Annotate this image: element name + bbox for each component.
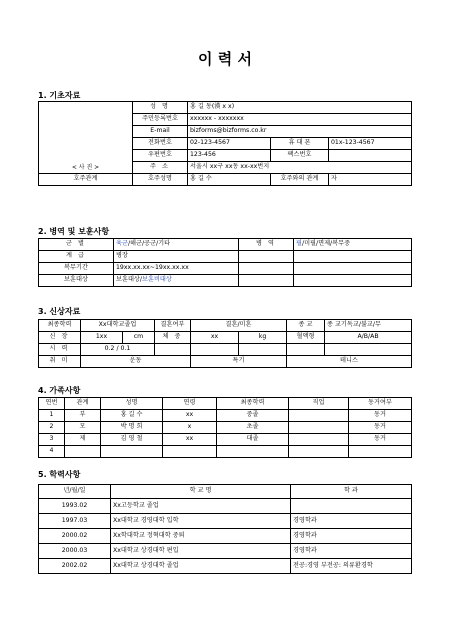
weight-unit: kg [239, 332, 287, 344]
education-cell: 경영학과 [291, 514, 412, 529]
family-cell: 동거 [349, 422, 412, 434]
family-cell [163, 446, 217, 458]
hobby-value: 운동 [81, 356, 191, 368]
section-military-title: 2. 병역 및 보훈사항 [38, 227, 110, 236]
basic-info-table [38, 101, 412, 186]
education-cell: 경영학과 [291, 529, 412, 544]
service-value [294, 239, 412, 251]
education-cell [291, 499, 412, 514]
family-table [38, 397, 412, 458]
education-cell: 2002.02 [39, 559, 111, 574]
education-table [38, 484, 412, 574]
family-header: 성명 [101, 398, 163, 410]
family-cell [101, 446, 163, 458]
education-cell: Xx대학교 상경대학 졸업 [111, 559, 291, 574]
family-cell: 김 영 철 [101, 434, 163, 446]
education-row [39, 544, 412, 559]
education-cell: 2000.03 [39, 544, 111, 559]
veteran-value [114, 275, 239, 287]
skill-label: 특기 [191, 356, 287, 368]
eyesight-value: 0.2 / 0.1 [81, 344, 155, 356]
education-header-row [39, 485, 412, 499]
family-cell: xx [163, 410, 217, 422]
education-row [39, 529, 412, 544]
marital-value: 결혼/미혼 [191, 320, 287, 332]
religion-label: 종 교 [287, 320, 325, 332]
final-edu-value: Xx대학교졸업 [81, 320, 155, 332]
family-cell [217, 446, 289, 458]
veteran-label: 보훈대상 [39, 275, 114, 287]
family-cell: 4 [39, 446, 65, 458]
fax-value [329, 150, 412, 162]
service-options: /미필/면제/복무중 [301, 240, 351, 248]
rank-value: 병장 [114, 251, 239, 263]
family-header: 동거여부 [349, 398, 412, 410]
education-row [39, 514, 412, 529]
height-label: 신 장 [39, 332, 81, 344]
veteran-selected: 보훈비대상 [142, 276, 172, 284]
branch-selected: 육군 [116, 240, 128, 248]
family-cell [289, 446, 349, 458]
address-value: 서울시 xx구 xx동 xx-xx번지 [188, 162, 412, 174]
family-cell: x [163, 422, 217, 434]
mobile-label: 휴 대 폰 [271, 138, 329, 150]
family-row [39, 422, 412, 434]
blood-value: A/B/AB [325, 332, 412, 344]
family-cell: 동거 [349, 434, 412, 446]
rrn-value: xxxxxx - xxxxxxx [188, 114, 412, 126]
fax-label: 팩스번호 [271, 150, 329, 162]
family-cell: 중졸 [217, 410, 289, 422]
education-cell: 2000.02 [39, 529, 111, 544]
family-header: 직업 [289, 398, 349, 410]
education-cell: Xx학대학교 정혁대학 중퇴 [111, 529, 291, 544]
branch-label: 군 별 [39, 239, 114, 251]
name-value: 홍 길 동(漢 x x) [188, 102, 412, 114]
zip-label: 우편번호 [133, 150, 188, 162]
blood-label: 혈액형 [287, 332, 325, 344]
education-cell: 1997.03 [39, 514, 111, 529]
family-cell: 부 [65, 410, 101, 422]
education-row [39, 499, 412, 514]
family-header: 연번 [39, 398, 65, 410]
family-header: 최종학력 [217, 398, 289, 410]
rank-label: 계 급 [39, 251, 114, 263]
weight-value: xx [191, 332, 239, 344]
family-cell: 3 [39, 434, 65, 446]
family-cell: 2 [39, 422, 65, 434]
family-header: 연령 [163, 398, 217, 410]
section-family-title: 4. 가족사항 [38, 386, 81, 395]
email-value: bizforms@bizforms.co.kr [188, 126, 412, 138]
period-value: 19xx.xx.xx~19xx.xx.xx [114, 263, 239, 275]
family-header-row [39, 398, 412, 410]
veteran-option-a: 보훈대상/ [116, 276, 142, 284]
hoju-relation-label: 호주관계 [39, 174, 133, 186]
family-cell: 대졸 [217, 434, 289, 446]
education-header: 년/월/일 [39, 485, 111, 499]
family-cell: 모 [65, 422, 101, 434]
section-physical-title: 3. 신상자료 [38, 307, 81, 316]
family-cell [289, 434, 349, 446]
photo-label: < 사 진 > [71, 164, 100, 171]
family-cell: 박 명 희 [101, 422, 163, 434]
education-cell: 경영학과 [291, 544, 412, 559]
weight-label: 체 중 [155, 332, 191, 344]
name-label: 성 명 [133, 102, 188, 114]
mobile-value: 01x-123-4567 [329, 138, 412, 150]
physical-table [38, 319, 412, 368]
final-edu-label: 최종학력 [39, 320, 81, 332]
service-selected: 필 [296, 240, 302, 248]
skill-value: 테니스 [287, 356, 412, 368]
height-unit: cm [123, 332, 155, 344]
family-header: 관계 [65, 398, 101, 410]
phone-value: 02-123-4567 [188, 138, 271, 150]
hoju-relation2-value: 자 [329, 174, 412, 186]
address-label: 주 소 [133, 162, 188, 174]
education-header: 학 과 [291, 485, 412, 499]
education-cell: 1993.02 [39, 499, 111, 514]
family-cell: 1 [39, 410, 65, 422]
phone-label: 전화번호 [133, 138, 188, 150]
section-basic-title: 1. 기초자료 [38, 91, 81, 100]
family-cell: 동거 [349, 410, 412, 422]
email-label: E-mail [133, 126, 188, 138]
resume-title: 이 력 서 [198, 50, 252, 68]
family-row [39, 410, 412, 422]
education-cell: Xx대학교 경영대학 입학 [111, 514, 291, 529]
family-row [39, 446, 412, 458]
family-cell [65, 446, 101, 458]
education-cell: Xx고등학교 졸업 [111, 499, 291, 514]
family-cell: 제 [65, 434, 101, 446]
photo-box [39, 102, 133, 174]
family-cell: 홍 길 수 [101, 410, 163, 422]
rrn-label: 주민등록번호 [133, 114, 188, 126]
education-header: 학 교 명 [111, 485, 291, 499]
hoju-name-value: 홍 길 수 [188, 174, 271, 186]
hoju-relation2-label: 호주와의 관계 [271, 174, 329, 186]
marital-label: 결혼여부 [155, 320, 191, 332]
branch-options: /해군/공군/기타 [127, 240, 171, 248]
zip-value: 123-456 [188, 150, 271, 162]
section-education-title: 5. 학력사항 [38, 470, 81, 479]
education-row [39, 559, 412, 574]
eyesight-label: 시 력 [39, 344, 81, 356]
religion-value: 종 교기독교/불교/무 [325, 320, 412, 332]
height-value: 1xx [81, 332, 123, 344]
family-cell [349, 446, 412, 458]
family-cell [289, 410, 349, 422]
hoju-name-label: 호주성명 [133, 174, 188, 186]
family-row [39, 434, 412, 446]
education-cell: 전공:경영 부전공: 의류환경학 [291, 559, 412, 574]
branch-value [114, 239, 239, 251]
service-label: 병 역 [239, 239, 294, 251]
military-table [38, 238, 412, 287]
family-cell: 초졸 [217, 422, 289, 434]
hobby-label: 취 미 [39, 356, 81, 368]
period-label: 복무기간 [39, 263, 114, 275]
education-cell: Xx대학교 상경대학 편입 [111, 544, 291, 559]
family-cell: xx [163, 434, 217, 446]
family-cell [289, 422, 349, 434]
